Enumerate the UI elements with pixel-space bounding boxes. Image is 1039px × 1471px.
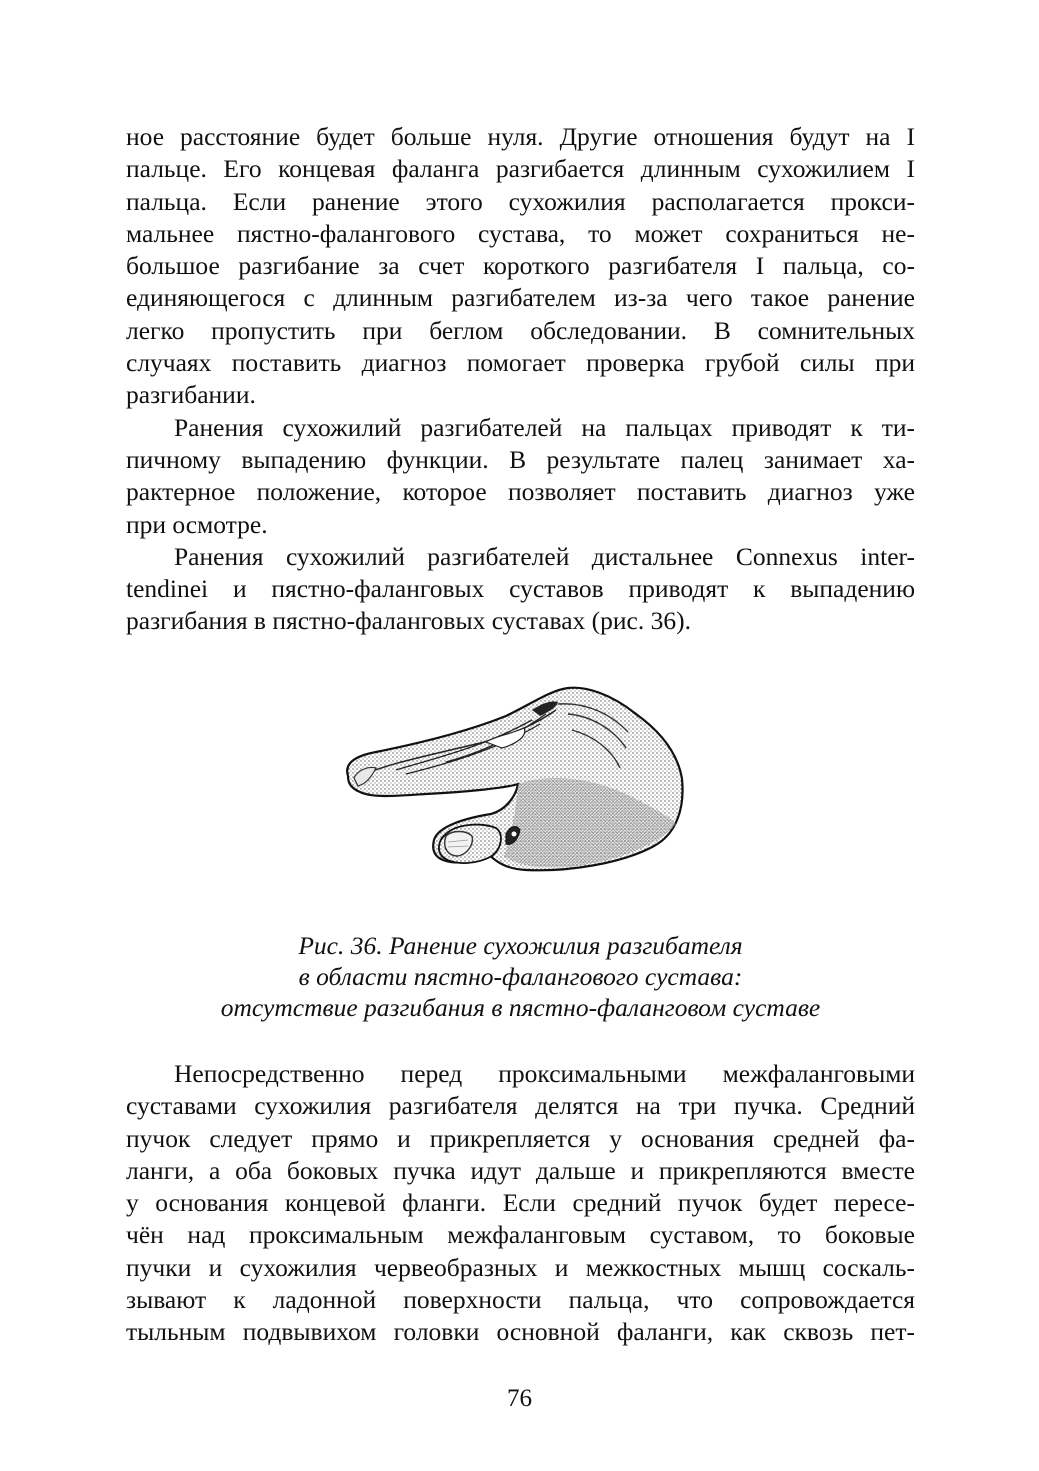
text-line: тыльным подвывихом головки основной фаланги, как сквозь пет-	[126, 1317, 915, 1347]
page-number: 76	[507, 1385, 532, 1412]
hand-illustration-icon	[336, 684, 686, 884]
text-line: пальца. Если ранение этого сухожилия располагается прокси-	[126, 186, 915, 216]
paragraph-3	[126, 541, 915, 638]
caption-line: Рис. 36. Ранение сухожилия разгибателя	[298, 931, 743, 960]
text-line: у основания концевой фланги. Если средний пучок будет пересе-	[126, 1188, 915, 1218]
text-line: случаях поставить диагноз помогает проверка грубой силы при	[126, 348, 915, 378]
text-line: ланги, а оба боковых пучка идут дальше и прикрепляются вместе	[126, 1155, 915, 1185]
text-line: разгибании.	[126, 380, 256, 410]
figure-36-hand-illustration	[336, 684, 686, 884]
text-line: пучок следует прямо и прикрепляется у основания средней фа-	[126, 1123, 915, 1153]
text-line: зывают к ладонной поверхности пальца, что сопровождается	[126, 1285, 915, 1315]
text-line: при осмотре.	[126, 509, 268, 539]
text-line: разгибания в пястно-фаланговых суставах (рис. 36).	[126, 606, 691, 636]
text-line: суставами сухожилия разгибателя делятся на три пучка. Средний	[126, 1091, 915, 1121]
paragraph-2	[126, 412, 915, 541]
caption-line: в области пястно-фалангового сустава:	[298, 962, 743, 991]
figure-caption	[126, 930, 915, 1023]
text-line: tendinei и пястно-фаланговых суставов приводят к выпадению	[126, 574, 915, 604]
text-line: Непосредственно перед проксимальными межфаланговыми	[174, 1059, 915, 1088]
text-line: пучки и сухожилия червеобразных и межкостных мышц соскаль-	[126, 1252, 915, 1282]
paragraph-4	[126, 1058, 915, 1349]
text-line: мальнее пястно-фалангового сустава, то может сохраниться не-	[126, 218, 915, 248]
text-line: пальце. Его концевая фаланга разгибается длинным сухожилием I	[126, 154, 915, 184]
text-line: чён над проксимальным межфаланговым суставом, то боковые	[126, 1220, 915, 1250]
text-line: большое разгибание за счет короткого разгибателя I пальца, со-	[126, 251, 915, 281]
text-line: легко пропустить при беглом обследовании. В сомнительных	[126, 315, 915, 345]
text-line: ное расстояние будет больше нуля. Другие отношения будут на I	[126, 122, 915, 151]
text-line: единяющегося с длинным разгибателем из-за чего такое ранение	[126, 283, 915, 313]
main-text-block	[126, 121, 915, 638]
text-line: Ранения сухожилий разгибателей дистальнее Connexus inter-	[174, 541, 915, 571]
text-line: рактерное положение, которое позволяет поставить диагноз уже	[126, 477, 915, 507]
text-line: Ранения сухожилий разгибателей на пальцах приводят к ти-	[174, 412, 915, 442]
paragraph-1	[126, 121, 915, 412]
caption-line: отсутствие разгибания в пястно-фаланговом суставе	[220, 993, 821, 1022]
text-line: пичному выпадению функции. В результате палец занимает ха-	[126, 444, 915, 474]
